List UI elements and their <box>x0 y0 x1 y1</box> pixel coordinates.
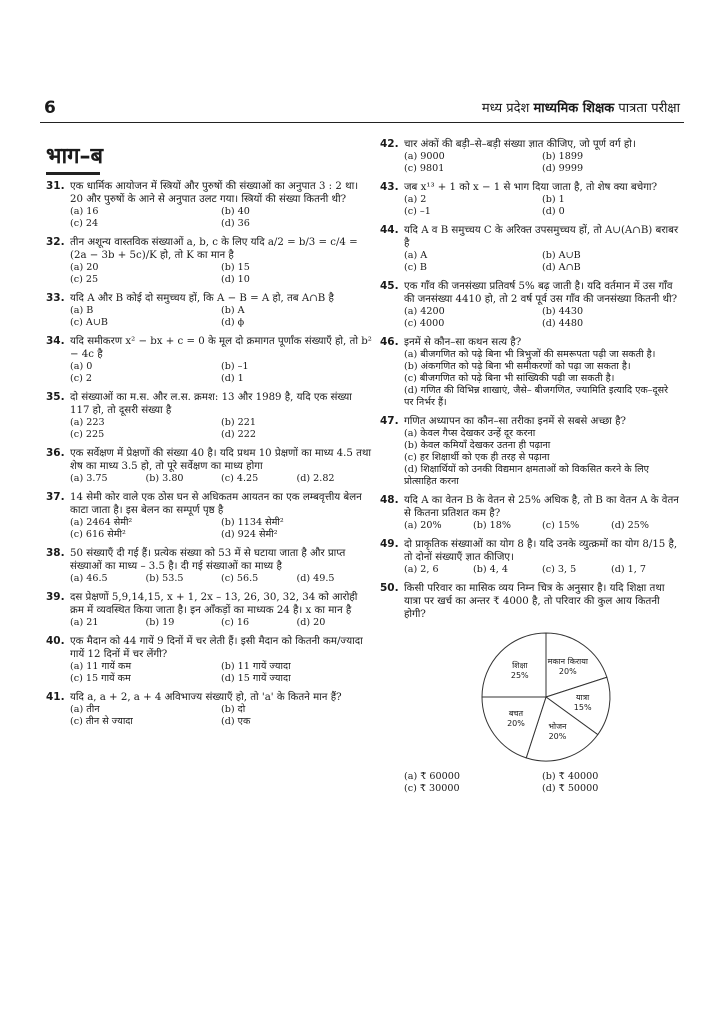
question-32 <box>46 236 372 286</box>
left-column <box>46 180 372 734</box>
question-44 <box>380 224 680 274</box>
answer-option[interactable]: (a) 20 <box>70 262 99 273</box>
question-head <box>380 181 680 194</box>
answer-option[interactable]: (b) ₹ 40000 <box>542 771 599 782</box>
question-37 <box>46 491 372 541</box>
answer-options <box>46 517 372 541</box>
question-number: 46. <box>380 336 399 348</box>
question-36 <box>46 447 372 485</box>
question-number: 33. <box>46 292 65 304</box>
answer-option[interactable]: (a) 11 गायें कम <box>70 661 132 672</box>
answer-option[interactable]: (a) बीजगणित को पढ़े बिना भी त्रिभुजों की समरूपता पढ़ी जा सकती है। <box>404 349 656 360</box>
answer-option[interactable]: (b) 18% <box>473 520 512 531</box>
question-number: 50. <box>380 582 399 594</box>
question-34 <box>46 335 372 385</box>
pie-slice-label <box>495 661 545 681</box>
answer-option[interactable]: (a) A <box>404 250 428 261</box>
answer-option[interactable]: (a) 16 <box>70 206 99 217</box>
question-head <box>380 224 680 250</box>
answer-option[interactable]: (d) एक <box>221 716 251 727</box>
answer-option[interactable]: (b) 1899 <box>542 151 584 162</box>
answer-option[interactable]: (c) ₹ 30000 <box>404 783 460 794</box>
question-head <box>380 336 680 349</box>
answer-options <box>380 564 680 576</box>
question-head <box>380 494 680 520</box>
answer-option[interactable]: (a) तीन <box>70 704 100 715</box>
question-head <box>46 547 372 573</box>
answer-option[interactable]: (c) 3, 5 <box>542 564 577 575</box>
question-text: चार अंकों की बड़ी–से–बड़ी संख्या ज्ञात कीजिए, जो पूर्ण वर्ग हो। <box>404 139 636 150</box>
pie-slice-name: शिक्षा <box>512 660 528 670</box>
question-number: 38. <box>46 547 65 559</box>
section-title: भाग–ब <box>46 144 104 169</box>
pie-slice-name: बचत <box>508 708 524 718</box>
question-text: दो संख्याओं का म.स. और ल.स. क्रमश: 13 और 1989 है, यदि एक संख्या 117 हो, तो दूसरी संख्या है <box>70 392 352 416</box>
question-31 <box>46 180 372 230</box>
answer-option[interactable]: (d) 15 गायें ज्यादा <box>221 673 291 684</box>
answer-option[interactable]: (c) 56.5 <box>221 573 259 584</box>
answer-option[interactable]: (a) 3.75 <box>70 473 108 484</box>
question-text: एक धार्मिक आयोजन में स्त्रियों और पुरुषों की संख्याओं का अनुपात 3 : 2 था। 20 और पुरुषों के आने से अनुपात उलट गया। स्त्रियों की संख्या कितनी थी? <box>70 181 359 205</box>
answer-option[interactable]: (a) 0 <box>70 361 93 372</box>
answer-options <box>380 306 680 330</box>
answer-option[interactable]: (d) 1 <box>221 373 244 384</box>
question-head <box>380 415 680 428</box>
answer-option[interactable]: (b) 11 गायें ज्यादा <box>221 661 291 672</box>
answer-option[interactable]: (c) –1 <box>404 206 431 217</box>
answer-option[interactable]: (b) 4, 4 <box>473 564 508 575</box>
question-head <box>46 691 372 704</box>
answer-option[interactable]: (d) 0 <box>542 206 565 217</box>
answer-option[interactable]: (d) 222 <box>221 429 256 440</box>
answer-option[interactable]: (b) 40 <box>221 206 250 217</box>
answer-option[interactable]: (b) 3.80 <box>145 473 184 484</box>
question-head <box>46 236 372 262</box>
answer-option[interactable]: (c) 24 <box>70 218 99 229</box>
pie-slice-name: यात्रा <box>576 692 590 702</box>
question-head <box>46 491 372 517</box>
question-number: 31. <box>46 180 65 192</box>
answer-options <box>380 250 680 274</box>
question-head <box>46 635 372 661</box>
question-number: 43. <box>380 181 399 193</box>
question-text: 50 संख्याएँ दी गई हैं। प्रत्येक संख्या को 53 में से घटाया जाता है और प्राप्त संख्याओं का माध्य – 3.5 है। दी गई संख्याओं का माध्य है <box>70 548 346 572</box>
header-title-bold: माध्यमिक शिक्षक <box>533 101 615 116</box>
question-33 <box>46 292 372 329</box>
answer-option[interactable]: (d) 10 <box>221 274 250 285</box>
answer-options <box>380 151 680 175</box>
header-title-part2: पात्रता परीक्षा <box>618 101 680 116</box>
question-head <box>46 335 372 361</box>
question-number: 49. <box>380 538 399 550</box>
answer-option[interactable]: (c) हर शिक्षार्थी को एक ही तरह से पढ़ाना <box>404 452 550 463</box>
pie-slice-value: 15% <box>573 702 592 712</box>
question-number: 47. <box>380 415 399 427</box>
answer-options <box>380 771 680 795</box>
answer-option[interactable]: (c) 4000 <box>404 318 445 329</box>
question-number: 42. <box>380 138 399 150</box>
question-head <box>46 391 372 417</box>
answer-option[interactable]: (c) A∪B <box>70 317 108 328</box>
answer-option[interactable]: (b) दो <box>221 704 246 715</box>
question-48 <box>380 494 680 532</box>
answer-options <box>46 262 372 286</box>
answer-option[interactable]: (a) 223 <box>70 417 105 428</box>
question-text: किसी परिवार का मासिक व्यय निम्न चित्र के अनुसार है। यदि शिक्षा तथा यात्रा पर खर्च का अन्तर ₹ 4000 है, तो परिवार की कुल आय कितनी होगी? <box>404 583 665 620</box>
answer-option[interactable]: (a) 2 <box>404 194 427 205</box>
answer-option[interactable]: (a) B <box>70 305 94 316</box>
question-text: यदि A व B समुच्चय C के अरिक्त उपसमुच्चय हों, तो A∪(A∩B) बराबर है <box>404 225 679 249</box>
question-head <box>380 138 680 151</box>
answer-options <box>46 361 372 385</box>
question-head <box>380 538 680 564</box>
answer-option[interactable]: (c) 15% <box>542 520 580 531</box>
expense-pie-chart <box>456 627 636 767</box>
answer-option[interactable]: (c) 225 <box>70 429 105 440</box>
question-number: 39. <box>46 591 65 603</box>
answer-option[interactable]: (a) 2464 सेमी² <box>70 517 133 528</box>
answer-option[interactable]: (c) तीन से ज्यादा <box>70 716 133 727</box>
answer-option[interactable]: (c) B <box>404 262 427 273</box>
question-49 <box>380 538 680 576</box>
answer-option[interactable]: (d) 4480 <box>542 318 584 329</box>
answer-option[interactable]: (c) 2 <box>70 373 93 384</box>
answer-option[interactable]: (a) 20% <box>404 520 442 531</box>
answer-option[interactable]: (d) ϕ <box>221 317 245 328</box>
answer-option[interactable]: (b) 4430 <box>542 306 584 317</box>
answer-option[interactable]: (c) 616 सेमी² <box>70 529 126 540</box>
answer-option[interactable]: (a) केवल गैप्स देखकर उन्हें दूर करना <box>404 428 536 439</box>
answer-option[interactable]: (b) अंकगणित को पढ़े बिना भी समीकरणों को पढ़ा जा सकता है। <box>404 361 631 372</box>
answer-option[interactable]: (b) –1 <box>221 361 249 372</box>
pie-svg <box>456 627 636 767</box>
answer-option[interactable]: (b) 1134 सेमी² <box>221 517 284 528</box>
question-47 <box>380 415 680 488</box>
question-35 <box>46 391 372 441</box>
section-underline <box>46 172 100 175</box>
answer-options <box>46 206 372 230</box>
answer-option[interactable]: (d) गणित की विभिन्न शाखाएं, जैसे– बीजगणित, ज्यामिति इत्यादि एक–दूसरे पर निर्भर हैं। <box>404 385 669 408</box>
answer-option[interactable]: (d) 2.82 <box>296 473 335 484</box>
question-head <box>46 292 372 305</box>
header-title-part1: मध्य प्रदेश <box>481 101 530 116</box>
question-41 <box>46 691 372 728</box>
answer-option[interactable]: (a) 46.5 <box>70 573 108 584</box>
question-text: एक मैदान को 44 गायें 9 दिनों में चर लेती हैं। इसी मैदान को कितनी कम/ज्यादा गायें 12 दिनों में चर लेंगी? <box>70 636 363 660</box>
answer-option[interactable]: (b) 19 <box>145 617 175 628</box>
answer-option[interactable]: (d) A∩B <box>542 262 581 273</box>
answer-option[interactable]: (a) 4200 <box>404 306 445 317</box>
answer-option[interactable]: (b) A <box>221 305 245 316</box>
answer-option[interactable]: (a) 9000 <box>404 151 445 162</box>
right-column <box>380 138 680 801</box>
pie-slice-value: 20% <box>507 718 525 728</box>
question-number: 44. <box>380 224 399 236</box>
answer-options <box>46 661 372 685</box>
question-number: 36. <box>46 447 65 459</box>
answer-options <box>46 573 372 585</box>
question-number: 40. <box>46 635 65 647</box>
question-number: 35. <box>46 391 65 403</box>
page-header-title <box>482 98 680 116</box>
pie-slice-label <box>491 709 541 729</box>
answer-option[interactable]: (b) केवल कमियाँ देखकर उतना ही पढ़ाना <box>404 440 551 451</box>
question-number: 34. <box>46 335 65 347</box>
answer-option[interactable]: (b) 15 <box>221 262 250 273</box>
answer-option[interactable]: (d) ₹ 50000 <box>542 783 599 794</box>
answer-options <box>46 417 372 441</box>
question-number: 45. <box>380 280 399 292</box>
answer-option[interactable]: (a) ₹ 60000 <box>404 771 460 782</box>
question-head <box>46 447 372 473</box>
answer-option[interactable]: (c) 15 गायें कम <box>70 673 131 684</box>
question-40 <box>46 635 372 685</box>
question-head <box>380 582 680 621</box>
answer-option[interactable]: (d) शिक्षार्थियों को उनकी विद्यमान क्षमताओं को विकसित करने के लिए प्रोत्साहित करना <box>404 464 649 487</box>
pie-slice-value: 25% <box>510 670 529 680</box>
question-text: दो प्राकृतिक संख्याओं का योग 8 है। यदि उनके व्युत्क्रमों का योग 8/15 है, तो दोनों संख्याएँ ज्ञात कीजिए। <box>404 539 678 563</box>
answer-option[interactable]: (a) 2, 6 <box>404 564 439 575</box>
answer-options <box>46 617 372 629</box>
answer-option[interactable]: (b) 1 <box>542 194 565 205</box>
question-text: एक गाँव की जनसंख्या प्रतिवर्ष 5% बढ़ जाती है। यदि वर्तमान में उस गाँव की जनसंख्या 4410 हो, तो 2 वर्ष पूर्व उस गाँव की जनसंख्या कितनी थी? <box>404 281 678 305</box>
question-42 <box>380 138 680 175</box>
question-text: 14 सेमी कोर वाले एक ठोस घन से अधिकतम आयतन का एक लम्बवृत्तीय बेलन काटा जाता है। इस बेलन का सम्पूर्ण पृष्ठ है <box>70 492 362 516</box>
answer-options <box>46 473 372 485</box>
question-number: 41. <box>46 691 65 703</box>
question-number: 48. <box>380 494 399 506</box>
answer-option[interactable]: (c) 9801 <box>404 163 445 174</box>
question-text: तीन अशून्य वास्तविक संख्याओं a, b, c के लिए यदि a/2 = b/3 = c/4 = (2a − 3b + 5c)/K हो, तो K का मान है <box>70 237 358 261</box>
pie-slice-label <box>543 657 593 677</box>
answer-option[interactable]: (d) 924 सेमी² <box>221 529 278 540</box>
answer-option[interactable]: (d) 36 <box>221 218 250 229</box>
question-43 <box>380 181 680 218</box>
question-text: यदि a, a + 2, a + 4 अविभाज्य संख्याएँ हो, तो 'a' के कितने मान हैं? <box>70 692 342 703</box>
question-text: दस प्रेक्षणों 5,9,14,15, x + 1, 2x – 13, 26, 30, 32, 34 को आरोही क्रम में व्यवस्थित किया जाता है। इन आँकड़ों का माध्यक 24 है। x का मान है <box>70 592 358 616</box>
question-text: गणित अध्यापन का कौन–सा तरीका इनमें से सबसे अच्छा है? <box>404 416 626 427</box>
answer-option[interactable]: (c) 16 <box>221 617 250 628</box>
question-38 <box>46 547 372 585</box>
answer-option[interactable]: (c) बीजगणित को पढ़े बिना भी सांख्यिकी पढ़ी जा सकती है। <box>404 373 615 384</box>
answer-options <box>46 305 372 329</box>
question-head <box>46 180 372 206</box>
answer-option[interactable]: (d) 25% <box>611 520 650 531</box>
question-text: जब x¹³ + 1 को x − 1 से भाग दिया जाता है, तो शेष क्या बचेगा? <box>404 182 658 193</box>
page-number: 6 <box>44 98 56 118</box>
answer-options <box>46 704 372 728</box>
pie-slice-value: 20% <box>558 666 577 676</box>
answer-option[interactable]: (d) 20 <box>296 617 326 628</box>
pie-slice-label <box>558 693 608 713</box>
answer-options <box>380 428 680 488</box>
answer-option[interactable]: (b) A∪B <box>542 250 581 261</box>
answer-options <box>380 194 680 218</box>
question-text: यदि A और B कोई दो समुच्चय हों, कि A − B = A हो, तब A∩B है <box>70 293 334 304</box>
answer-option[interactable]: (c) 4.25 <box>221 473 259 484</box>
question-text: यदि समीकरण x² − bx + c = 0 के मूल दो क्रमागत पूर्णांक संख्याएँ हो, तो b² − 4c है <box>70 336 372 360</box>
answer-option[interactable]: (d) 49.5 <box>296 573 335 584</box>
answer-option[interactable]: (a) 21 <box>70 617 99 628</box>
question-number: 37. <box>46 491 65 503</box>
pie-slice-value: 20% <box>548 732 567 742</box>
question-50 <box>380 582 680 795</box>
question-head <box>380 280 680 306</box>
header-rule <box>40 122 684 123</box>
answer-option[interactable]: (b) 221 <box>221 417 256 428</box>
question-46 <box>380 336 680 409</box>
pie-slice-name: भोजन <box>548 722 567 732</box>
question-head <box>46 591 372 617</box>
answer-option[interactable]: (c) 25 <box>70 274 99 285</box>
answer-option[interactable]: (d) 9999 <box>542 163 584 174</box>
question-text: यदि A का वेतन B के वेतन से 25% अधिक है, तो B का वेतन A के वेतन से कितना प्रतिशत कम है? <box>404 495 679 519</box>
answer-options <box>380 349 680 409</box>
question-45 <box>380 280 680 330</box>
answer-option[interactable]: (d) 1, 7 <box>611 564 646 575</box>
question-39 <box>46 591 372 629</box>
question-number: 32. <box>46 236 65 248</box>
answer-option[interactable]: (b) 53.5 <box>145 573 184 584</box>
question-text: इनमें से कौन–सा कथन सत्य है? <box>404 337 522 348</box>
answer-options <box>380 520 680 532</box>
question-text: एक सर्वेक्षण में प्रेक्षणों की संख्या 40 है। यदि प्रथम 10 प्रेक्षणों का माध्य 4.5 तथा शेष का माध्य 3.5 हो, तो पूरे सर्वेक्षण का माध्य होगा <box>70 448 372 472</box>
pie-slice-name: मकान किराया <box>547 656 588 666</box>
